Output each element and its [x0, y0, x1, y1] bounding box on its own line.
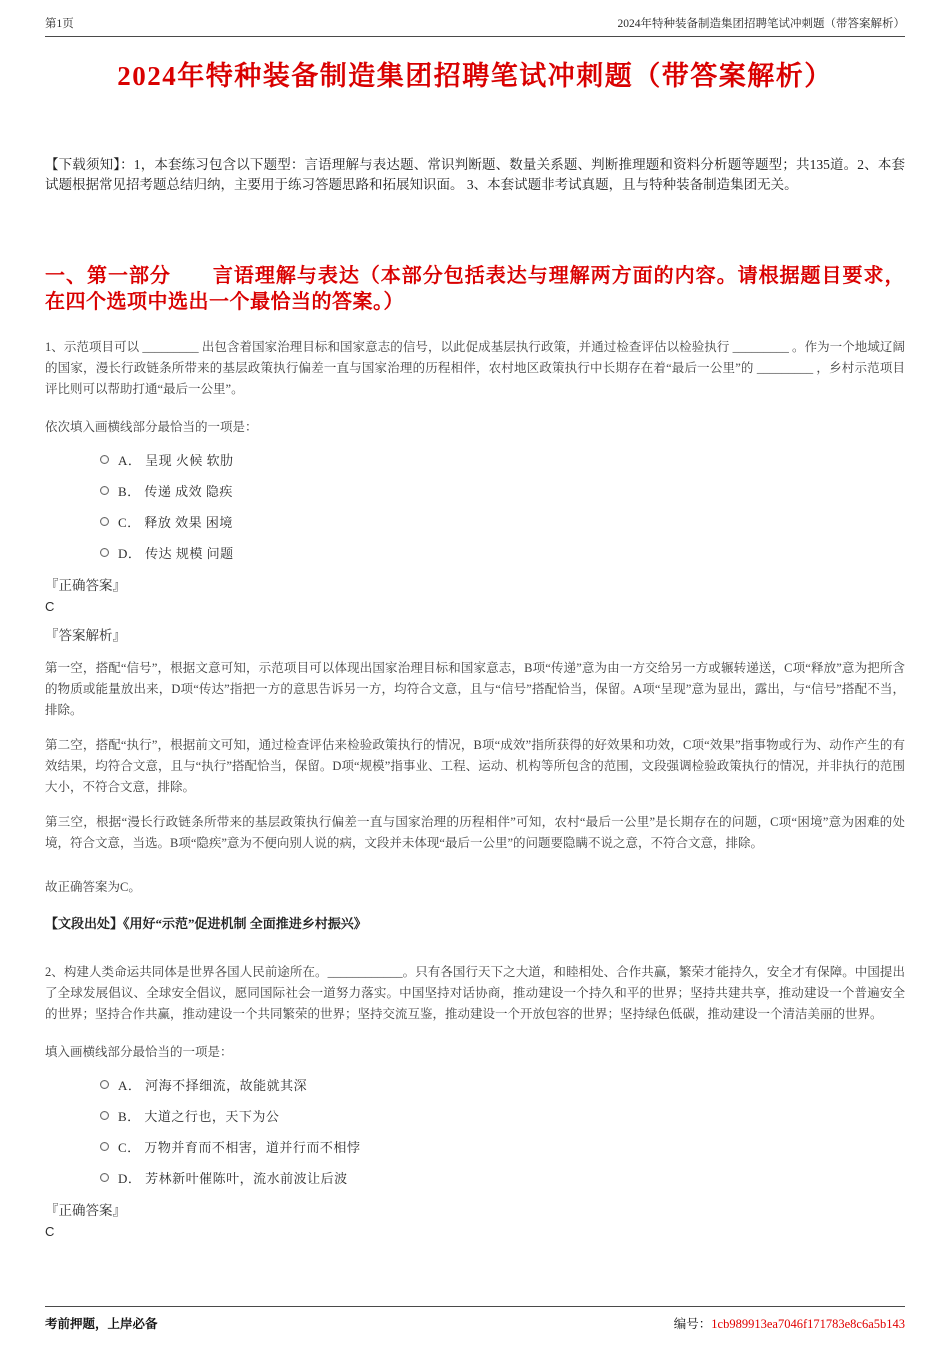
footer-number-value: 1cb989913ea7046f171783e8c6a5b143	[711, 1317, 905, 1331]
option-row[interactable]	[100, 450, 905, 469]
radio-button-icon[interactable]	[100, 1142, 109, 1151]
option-label: D． 传达 规模 问题	[118, 546, 234, 561]
option-label: B． 大道之行也，天下为公	[118, 1109, 280, 1124]
option-label: C． 万物并育而不相害，道并行而不相悖	[118, 1140, 361, 1155]
question-1-conclusion: 故正确答案为C。	[45, 880, 141, 894]
option-label: D． 芳林新叶催陈叶，流水前波让后波	[118, 1171, 348, 1186]
main-title: 2024年特种装备制造集团招聘笔试冲刺题（带答案解析）	[117, 61, 833, 91]
question-1-stem: 1、示范项目可以 _________ 出包含着国家治理目标和国家意志的信号，以此促成基层执行政策，并通过检查评估以检验执行 _________ 。作为一个地域辽阔的国家，漫长行政链条所带来的基层政策执行偏差一直与国家治理的历程相伴，农村地区政策执行中长期存在着“最后一公里”的 _________ ，乡村示范项目评比则可以帮助打通“最后一公里”。	[45, 340, 905, 396]
radio-button-icon[interactable]	[100, 517, 109, 526]
radio-button-icon[interactable]	[100, 1111, 109, 1120]
option-label: B． 传递 成效 隐疾	[118, 484, 233, 499]
page-footer	[45, 1306, 905, 1332]
analysis-label: 『答案解析』	[45, 628, 126, 643]
correct-answer-label: 『正确答案』	[45, 578, 126, 593]
header-doc-title: 2024年特种装备制造集团招聘笔试冲刺题（带答案解析）	[617, 18, 905, 30]
question-1-options	[45, 450, 905, 562]
footer-slogan: 考前押题，上岸必备	[45, 1317, 158, 1331]
option-row[interactable]	[100, 1137, 905, 1156]
option-row[interactable]	[100, 1168, 905, 1187]
option-label: C． 释放 效果 困境	[118, 515, 233, 530]
page-header	[45, 0, 905, 37]
footer-number-label: 编号：	[673, 1317, 712, 1331]
question-1-answer: C	[45, 599, 55, 614]
option-row[interactable]	[100, 512, 905, 531]
option-row[interactable]	[100, 1106, 905, 1125]
question-1-analysis-paragraph: 第三空，根据“漫长行政链条所带来的基层政策执行偏差一直与国家治理的历程相伴”可知，农村“最后一公里”是长期存在的问题，C项“困境”意为困难的处境，符合文意，当选。B项“隐疾”意为不便向别人说的病，文段并未体现“最后一公里”的问题要隐瞒不说之意，不符合文意，排除。	[45, 815, 905, 850]
question-2-prompt: 填入画横线部分最恰当的一项是：	[45, 1045, 233, 1059]
question-2-answer: C	[45, 1224, 55, 1239]
question-2-options	[45, 1075, 905, 1187]
option-row[interactable]	[100, 1075, 905, 1094]
question-1-prompt: 依次填入画横线部分最恰当的一项是：	[45, 420, 258, 434]
download-notice: 【下载须知】：1，本套练习包含以下题型：言语理解与表达题、常识判断题、数量关系题、判断推理题和资料分析题等题型；共135道。2、本套试题根据常见招考题总结归纳，主要用于练习答题思路和拓展知识面。 3、本套试题非考试真题，且与特种装备制造集团无关。	[45, 157, 905, 192]
footer-number	[674, 1314, 905, 1332]
question-2-stem: 2、构建人类命运共同体是世界各国人民前途所在。____________。只有各国行天下之大道，和睦相处、合作共赢，繁荣才能持久，安全才有保障。中国提出了全球发展倡议、全球安全倡议，愿同国际社会一道努力落实。中国坚持对话协商，推动建设一个持久和平的世界；坚持共建共享，推动建设一个普遍安全的世界；坚持合作共赢，推动建设一个共同繁荣的世界；坚持交流互鉴，推动建设一个开放包容的世界；坚持绿色低碳，推动建设一个清洁美丽的世界。	[45, 965, 905, 1021]
radio-button-icon[interactable]	[100, 455, 109, 464]
question-1-analysis-paragraph: 第一空，搭配“信号”，根据文意可知，示范项目可以体现出国家治理目标和国家意志，B项“传递”意为由一方交给另一方或辗转递送，C项“释放”意为把所含的物质或能量放出来，D项“传达”指把一方的意思告诉另一方，均符合文意，且与“信号”搭配恰当，保留。A项“呈现”意为显出，露出，与“信号”搭配不当，排除。	[45, 661, 905, 717]
question-1-analysis-paragraph: 第二空，搭配“执行”，根据前文可知，通过检查评估来检验政策执行的情况，B项“成效”指所获得的好效果和功效，C项“效果”指事物或行为、动作产生的有效结果，均符合文意，且与“执行”搭配恰当，保留。D项“规模”指事业、工程、运动、机构等所包含的范围，文段强调检验政策执行的情况，并非执行的范围大小，不符合文意，排除。	[45, 738, 905, 794]
option-row[interactable]	[100, 543, 905, 562]
radio-button-icon[interactable]	[100, 1080, 109, 1089]
page-number: 第1页	[45, 18, 74, 30]
radio-button-icon[interactable]	[100, 548, 109, 557]
option-label: A． 河海不择细流，故能就其深	[118, 1078, 308, 1093]
option-row[interactable]	[100, 481, 905, 500]
section-heading: 一、第一部分 言语理解与表达（本部分包括表达与理解两方面的内容。请根据题目要求，在四个选项中选出一个最恰当的答案。）	[45, 265, 905, 313]
question-1-source: 【文段出处】《用好“示范”促进机制 全面推进乡村振兴》	[45, 916, 367, 931]
radio-button-icon[interactable]	[100, 486, 109, 495]
option-label: A． 呈现 火候 软肋	[118, 453, 234, 468]
radio-button-icon[interactable]	[100, 1173, 109, 1182]
correct-answer-label: 『正确答案』	[45, 1203, 126, 1218]
